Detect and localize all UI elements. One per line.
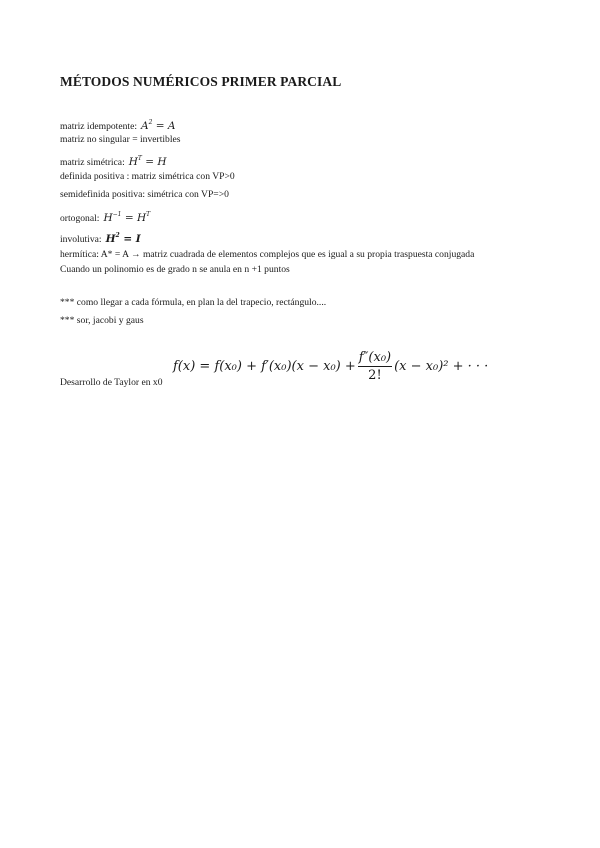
taylor-fraction-numerator: f″(x₀) — [358, 350, 392, 365]
line-polinomio: Cuando un polinomio es de grado n se anula en n +1 puntos — [60, 264, 290, 275]
ortogonal-formula: $H^{-1} = H^T$ — [103, 211, 151, 224]
page-title: MÉTODOS NUMÉRICOS PRIMER PARCIAL — [60, 74, 342, 89]
idempotente-formula: $A^2 = A$ — [141, 119, 176, 132]
simetrica-label: matriz simétrica: — [60, 157, 125, 168]
line-no-singular: matriz no singular = invertibles — [60, 134, 181, 145]
taylor-fraction — [358, 350, 392, 383]
taylor-equation — [173, 350, 488, 383]
line-involutiva — [60, 230, 141, 246]
taylor-label: Desarrollo de Taylor en x0 — [60, 377, 163, 388]
line-semidefinida-positiva: semidefinida positiva: simétrica con VP=>0 — [60, 189, 229, 200]
taylor-fraction-denominator: 2! — [368, 368, 382, 383]
note-metodos: *** sor, jacobi y gaus — [60, 315, 144, 326]
involutiva-formula: $H^2 = I$ — [105, 232, 141, 245]
line-simetrica — [60, 153, 167, 169]
idempotente-label: matriz idempotente: — [60, 121, 137, 132]
involutiva-label: involutiva: — [60, 234, 102, 245]
line-hermitica: hermítica: A* = A → matriz cuadrada de elementos complejos que es igual a su propia traspuesta conjugada — [60, 249, 475, 260]
taylor-tail: (x − x₀)² + · · · — [394, 359, 489, 374]
line-definida-positiva: definida positiva : matriz simétrica con VP>0 — [60, 171, 235, 182]
simetrica-formula: $H^T = H$ — [128, 155, 167, 168]
note-formulas: *** como llegar a cada fórmula, en plan la del trapecio, rectángulo.... — [60, 297, 327, 308]
ortogonal-label: ortogonal: — [60, 213, 100, 224]
taylor-lhs: f(x) = f(x₀) + f′(x₀)(x − x₀) + — [173, 359, 356, 374]
line-idempotente — [60, 117, 175, 133]
line-ortogonal — [60, 209, 150, 225]
